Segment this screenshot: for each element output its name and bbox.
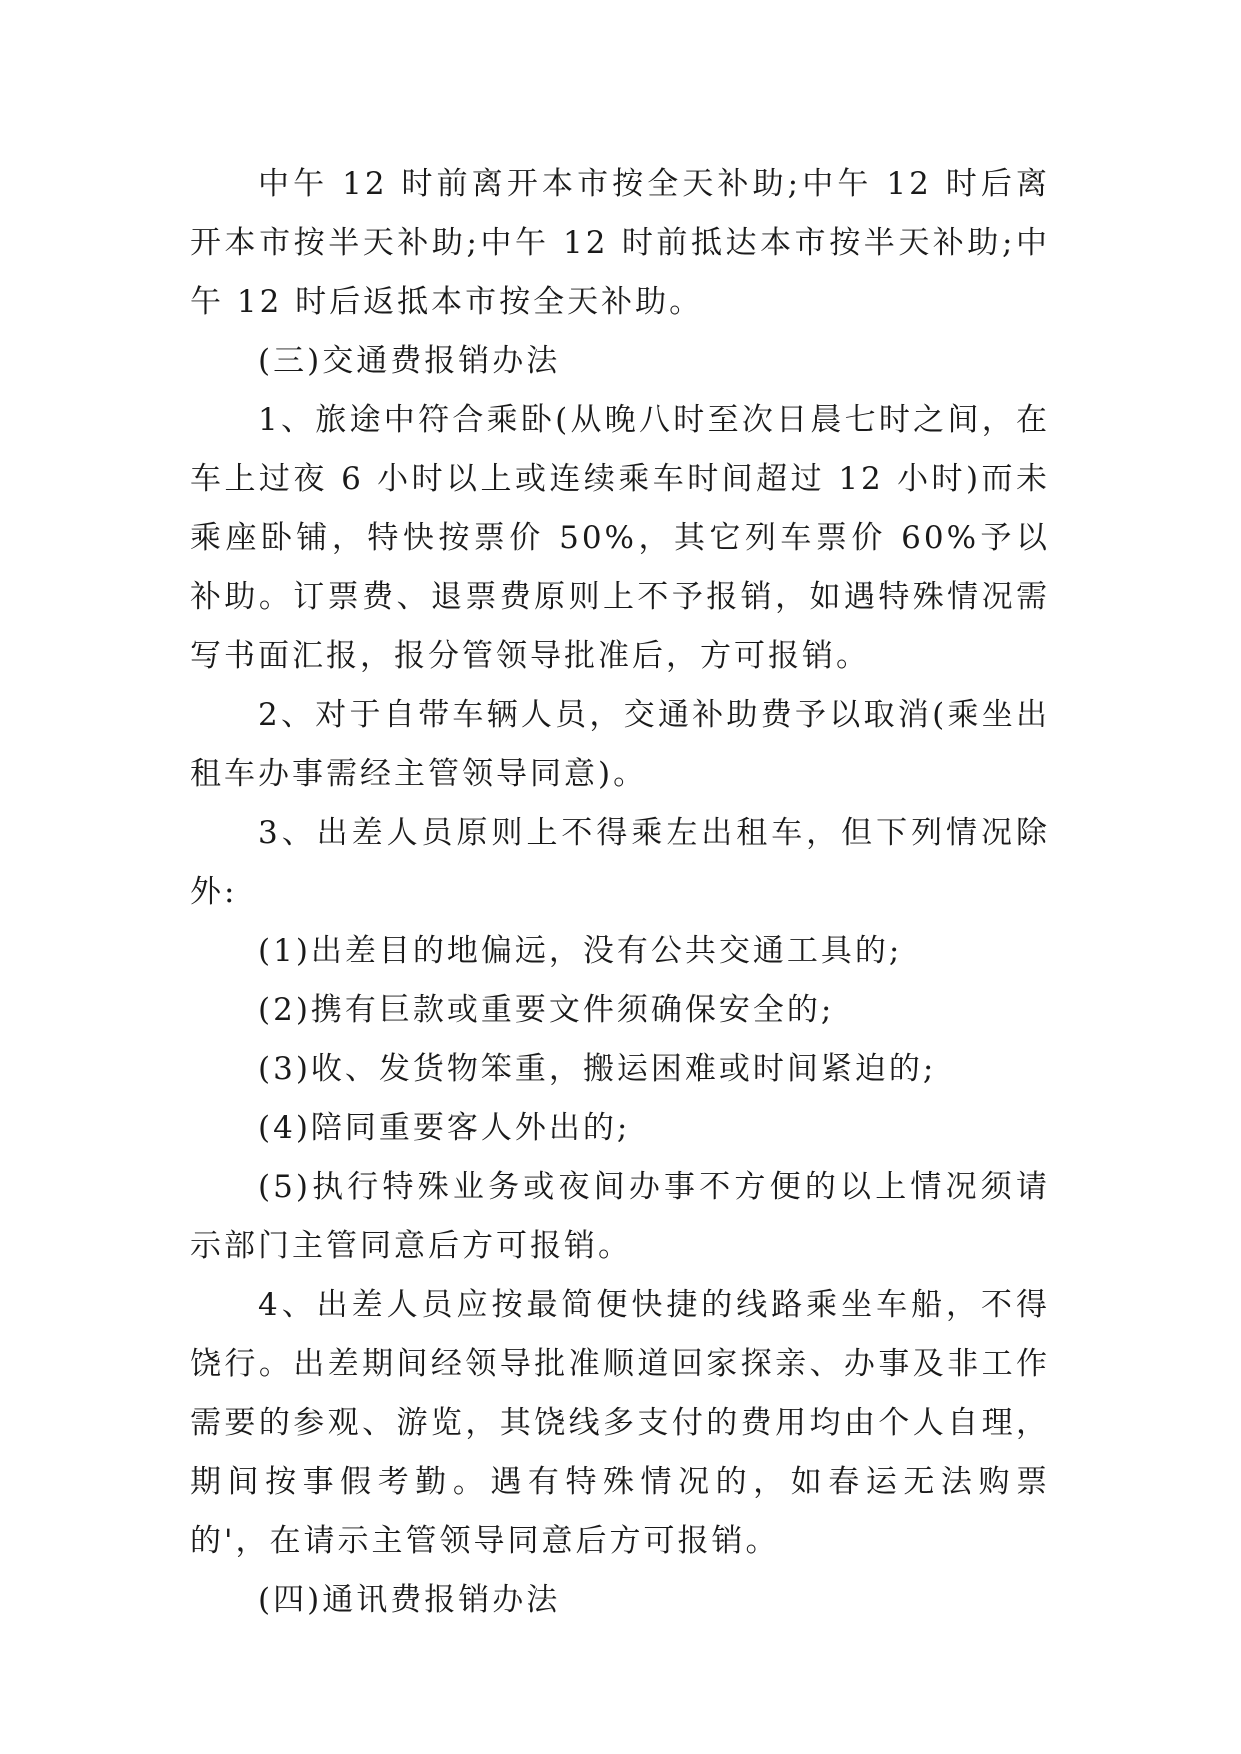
- heading-communication-reimbursement: (四)通讯费报销办法: [258, 1582, 561, 1618]
- heading-transport-reimbursement: (三)交通费报销办法: [258, 343, 561, 379]
- list-item-exception-4: (4)陪同重要客人外出的;: [258, 1110, 631, 1146]
- paragraph-rule-4: 4、出差人员应按最简便快捷的线路乘坐车船，不得饶行。出差期间经领导批准顺道回家探亲、办事及非工作需要的参观、游览，其饶线多支付的费用均由个人自理，期间按事假考勤。遇有特殊情况的，如春运无法购票的'，在请示主管领导同意后方可报销。: [190, 1287, 1050, 1559]
- document-body: [190, 155, 1050, 1630]
- paragraph-rule-3: 3、出差人员原则上不得乘左出租车，但下列情况除外:: [190, 815, 1050, 910]
- list-item-exception-1: (1)出差目的地偏远，没有公共交通工具的;: [258, 933, 903, 969]
- list-item-exception-3: (3)收、发货物笨重，搬运困难或时间紧迫的;: [258, 1051, 937, 1087]
- paragraph-rule-1: 1、旅途中符合乘卧(从晚八时至次日晨七时之间，在车上过夜 6 小时以上或连续乘车时间超过 12 小时)而未乘座卧铺，特快按票价 50%，其它列车票价 60%予以补助。订票费、退票费原则上不予报销，如遇特殊情况需写书面汇报，报分管领导批准后，方可报销。: [190, 402, 1050, 674]
- paragraph-rule-2: 2、对于自带车辆人员，交通补助费予以取消(乘坐出租车办事需经主管领导同意)。: [190, 697, 1050, 792]
- list-item-exception-5: (5)执行特殊业务或夜间办事不方便的以上情况须请示部门主管同意后方可报销。: [190, 1169, 1050, 1264]
- list-item-exception-2: (2)携有巨款或重要文件须确保安全的;: [258, 992, 835, 1028]
- paragraph-subsidy-rules: 中午 12 时前离开本市按全天补助;中午 12 时后离开本市按半天补助;中午 12 时前抵达本市按半天补助;中午 12 时后返抵本市按全天补助。: [190, 166, 1050, 320]
